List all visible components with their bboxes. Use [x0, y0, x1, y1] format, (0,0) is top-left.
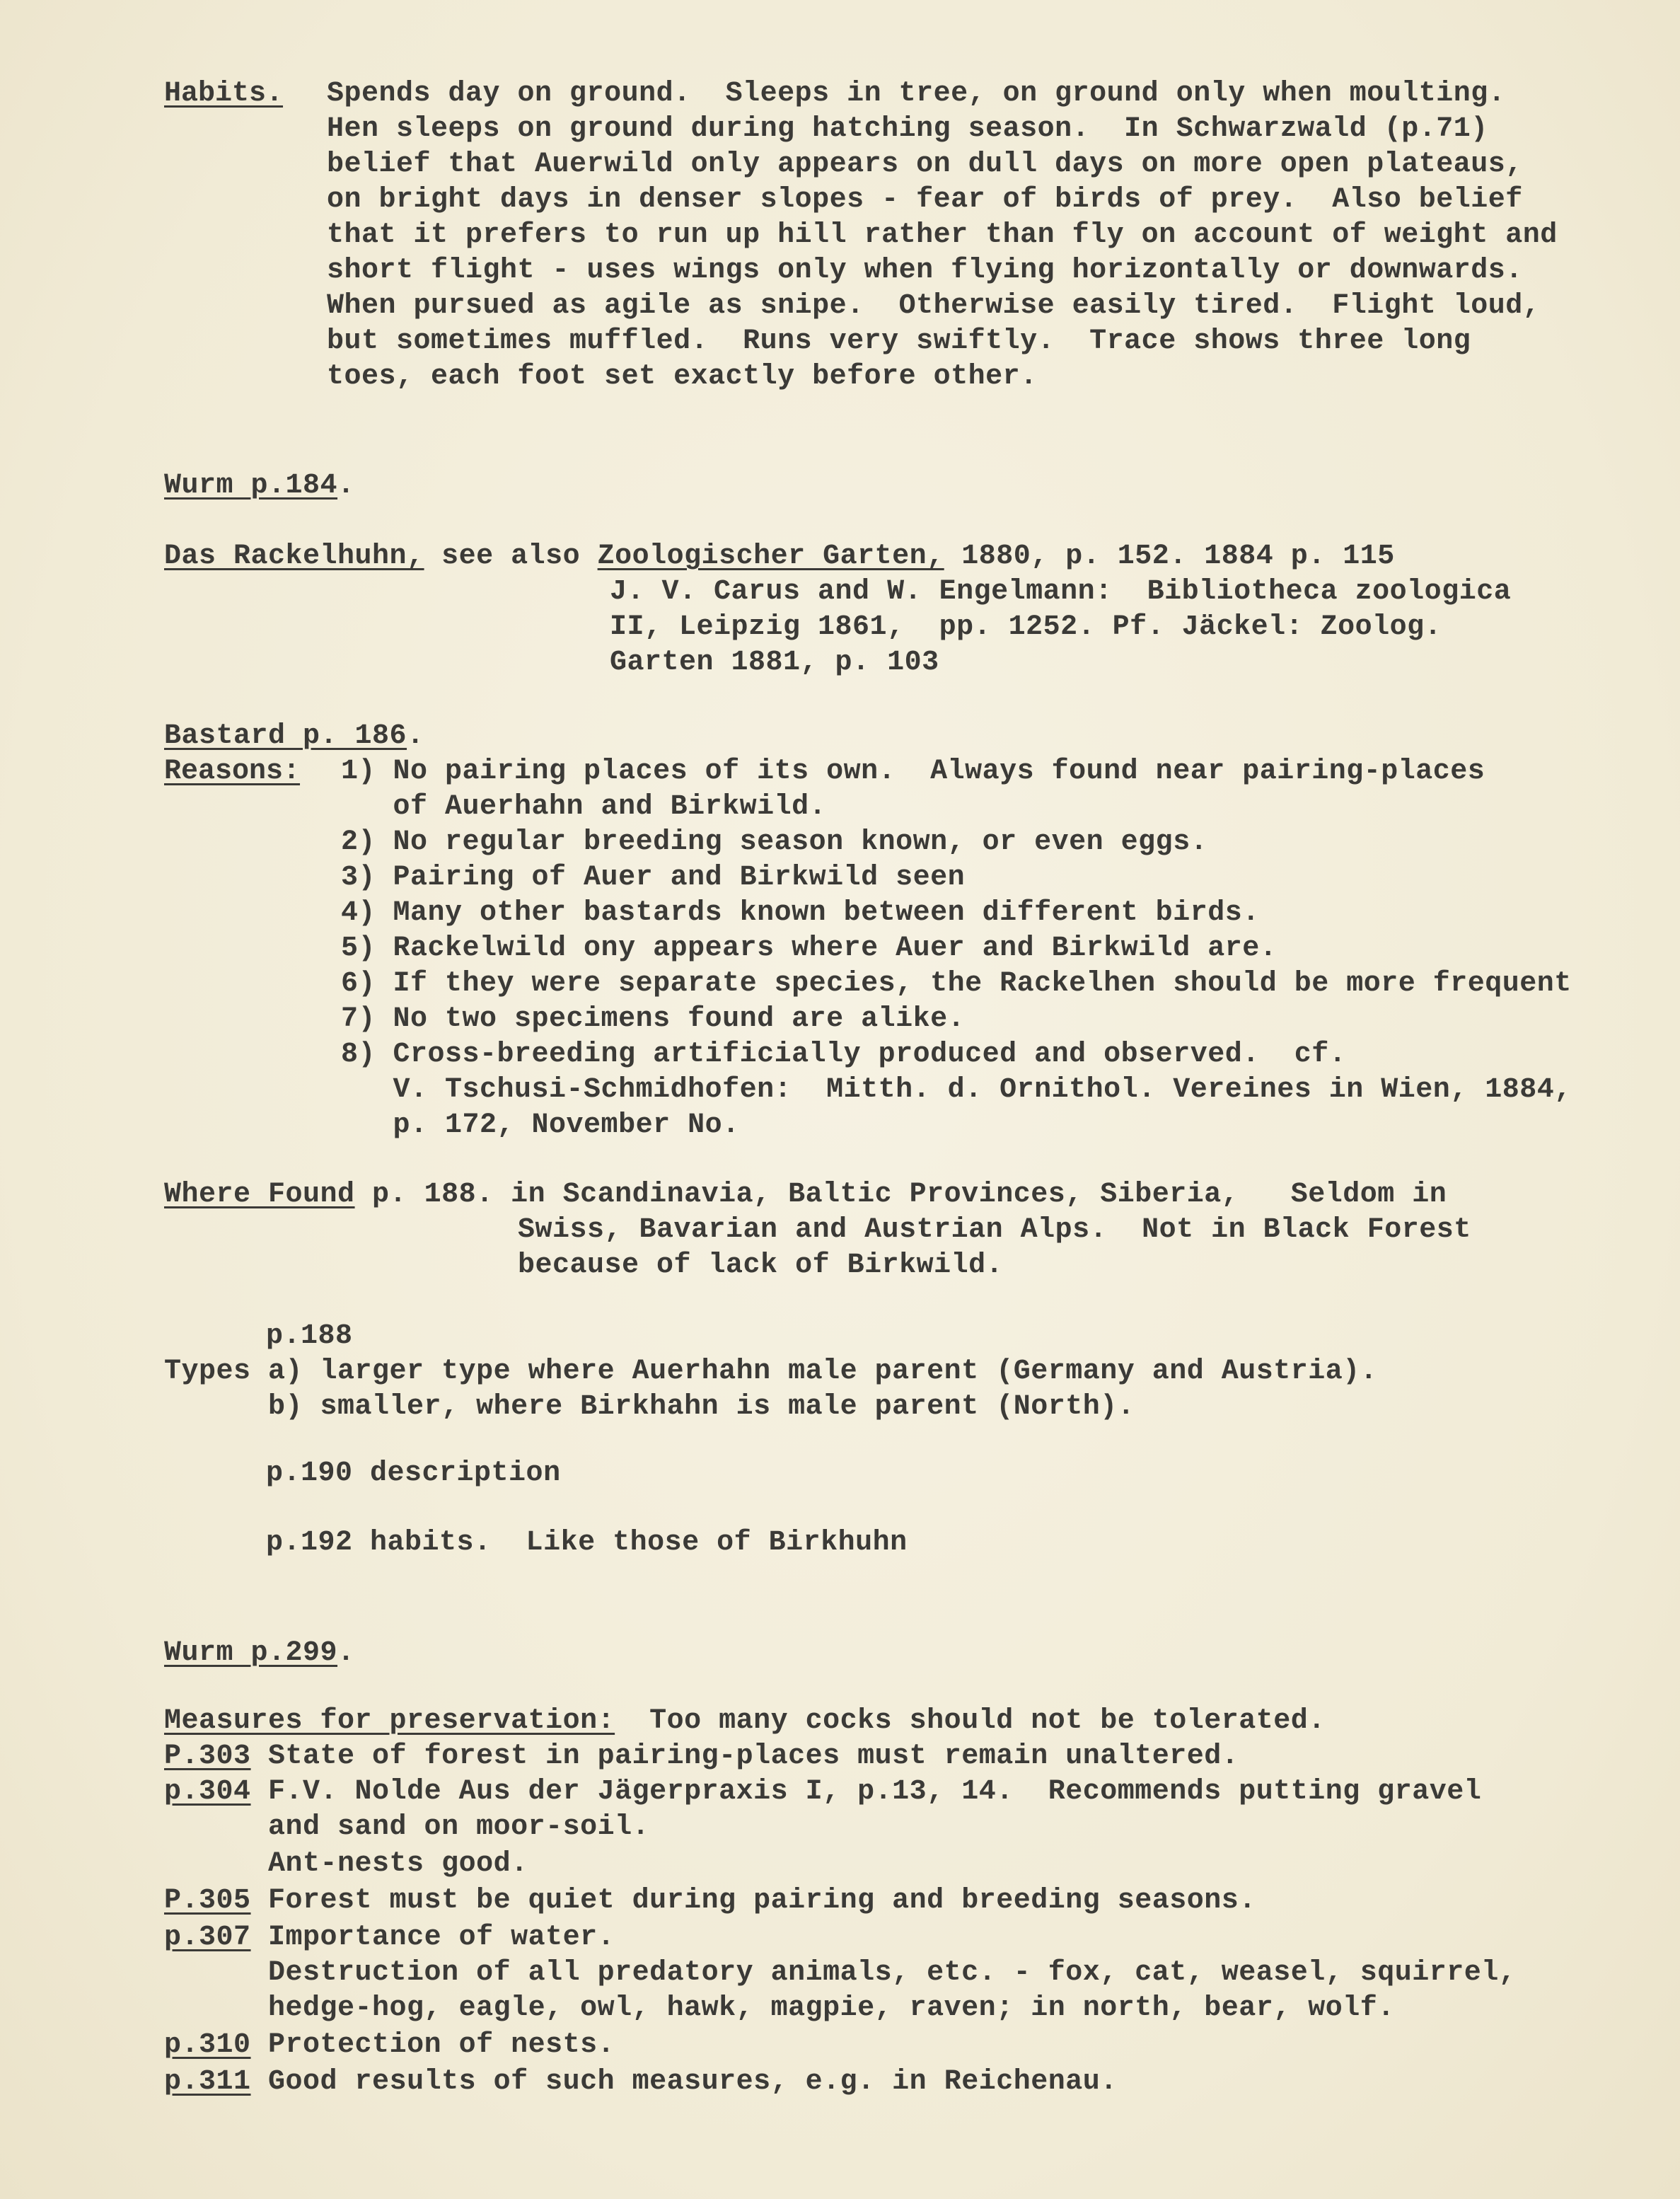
- habits-line-9: toes, each foot set exactly before other.: [327, 361, 1038, 393]
- measures-line-4: Ant-nests good.: [164, 1848, 528, 1880]
- measures-ref-305: P.305: [164, 1885, 251, 1917]
- bastard-heading: Bastard p. 186.: [164, 720, 424, 752]
- types-line-2: b) smaller, where Birkhahn is male parent (North).: [164, 1391, 1135, 1423]
- habits-line-2: Hen sleeps on ground during hatching season. In Schwarzwald (p.71): [327, 113, 1488, 145]
- reason-line-3: 2) No regular breeding season known, or even eggs.: [341, 826, 1208, 858]
- measures-line-9: p.310 Protection of nests.: [164, 2029, 615, 2061]
- measures-ref-311: p.311: [164, 2066, 251, 2098]
- habits-line-6: short flight - uses wings only when flying horizontally or downwards.: [327, 255, 1523, 287]
- description-ref: p.190 description: [266, 1458, 561, 1489]
- rackelhuhn-line-1: Das Rackelhuhn, see also Zoologischer Garten, 1880, p. 152. 1884 p. 115: [164, 541, 1395, 572]
- measures-line-6: p.307 Importance of water.: [164, 1922, 615, 1953]
- measures-line-0: Measures for preservation: Too many cocks should not be tolerated.: [164, 1705, 1326, 1737]
- measures-line-3: and sand on moor-soil.: [164, 1811, 650, 1843]
- habits-line-4: on bright days in denser slopes - fear of birds of prey. Also belief: [327, 184, 1523, 216]
- habits-line-1: Spends day on ground. Sleeps in tree, on ground only when moulting.: [327, 78, 1506, 110]
- where-found-line-2: Swiss, Bavarian and Austrian Alps. Not in Black Forest: [518, 1214, 1471, 1246]
- measures-line-8: hedge-hog, eagle, owl, hawk, magpie, raven; in north, bear, wolf.: [164, 1992, 1395, 2024]
- reason-line-2: of Auerhahn and Birkwild.: [341, 791, 827, 823]
- reason-line-6: 5) Rackelwild ony appears where Auer and Birkwild are.: [341, 933, 1278, 964]
- wurm-184-heading: Wurm p.184.: [164, 470, 355, 502]
- where-found-line-1: Where Found p. 188. in Scandinavia, Baltic Provinces, Siberia, Seldom in: [164, 1179, 1447, 1211]
- wurm-299-heading: Wurm p.299.: [164, 1637, 355, 1669]
- reason-line-4: 3) Pairing of Auer and Birkwild seen: [341, 862, 966, 894]
- reasons-label: Reasons:: [164, 756, 301, 787]
- measures-line-2: p.304 F.V. Nolde Aus der Jägerpraxis I, p.13, 14. Recommends putting gravel: [164, 1776, 1482, 1808]
- rackelhuhn-source: Zoologischer Garten,: [597, 541, 944, 572]
- reason-line-1: 1) No pairing places of its own. Always found near pairing-places: [341, 756, 1485, 787]
- reason-line-5: 4) Many other bastards known between different birds.: [341, 897, 1260, 929]
- types-page-ref: p.188: [266, 1320, 353, 1352]
- measures-ref-304: p.304: [164, 1776, 251, 1808]
- reason-line-8: 7) No two specimens found are alike.: [341, 1003, 966, 1035]
- habits-line-3: belief that Auerwild only appears on dull days on more open plateaus,: [327, 149, 1523, 180]
- habits-192-ref: p.192 habits. Like those of Birkhuhn: [266, 1527, 908, 1559]
- where-found-label: Where Found: [164, 1179, 355, 1211]
- measures-ref-303: P.303: [164, 1741, 251, 1772]
- measures-label: Measures for preservation:: [164, 1705, 615, 1737]
- measures-line-1: P.303 State of forest in pairing-places must remain unaltered.: [164, 1741, 1239, 1772]
- measures-ref-307: p.307: [164, 1922, 251, 1953]
- habits-label: Habits.: [164, 78, 284, 110]
- reason-line-7: 6) If they were separate species, the Rackelhen should be more frequent: [341, 968, 1572, 1000]
- habits-line-8: but sometimes muffled. Runs very swiftly. Trace shows three long: [327, 325, 1471, 357]
- rackelhuhn-line-2: J. V. Carus and W. Engelmann: Bibliotheca zoologica: [610, 576, 1512, 608]
- types-line-1: Types a) larger type where Auerhahn male parent (Germany and Austria).: [164, 1356, 1378, 1387]
- habits-line-5: that it prefers to run up hill rather than fly on account of weight and: [327, 219, 1558, 251]
- where-found-line-3: because of lack of Birkwild.: [518, 1249, 1004, 1281]
- reason-line-10: V. Tschusi-Schmidhofen: Mitth. d. Ornithol. Vereines in Wien, 1884,: [341, 1074, 1572, 1106]
- habits-line-7: When pursued as agile as snipe. Otherwise easily tired. Flight loud,: [327, 290, 1541, 322]
- measures-ref-310: p.310: [164, 2029, 251, 2061]
- rackelhuhn-label: Das Rackelhuhn,: [164, 541, 424, 572]
- rackelhuhn-line-4: Garten 1881, p. 103: [610, 647, 939, 679]
- reason-line-9: 8) Cross-breeding artificially produced and observed. cf.: [341, 1039, 1347, 1070]
- measures-line-7: Destruction of all predatory animals, etc. - fox, cat, weasel, squirrel,: [164, 1957, 1517, 1989]
- measures-line-10: p.311 Good results of such measures, e.g. in Reichenau.: [164, 2066, 1118, 2098]
- rackelhuhn-line-3: II, Leipzig 1861, pp. 1252. Pf. Jäckel: Zoolog.: [610, 611, 1442, 643]
- reason-line-11: p. 172, November No.: [341, 1109, 740, 1141]
- measures-line-5: P.305 Forest must be quiet during pairing and breeding seasons.: [164, 1885, 1256, 1917]
